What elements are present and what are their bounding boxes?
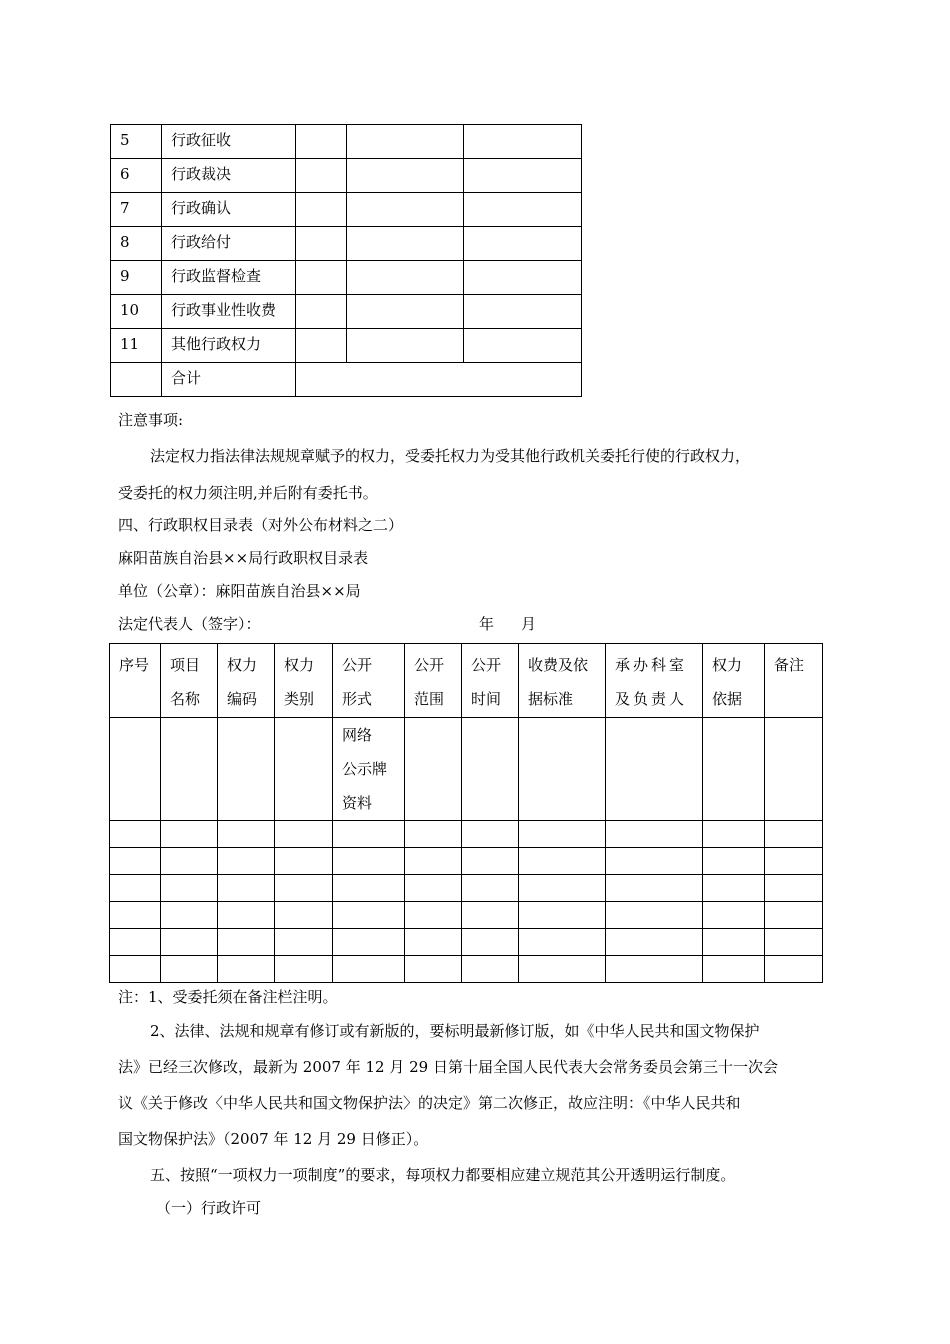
header-public-scope: 公开 范围: [405, 644, 462, 718]
row-number: 6: [111, 159, 162, 193]
header-power-code: 权力 编码: [218, 644, 275, 718]
header-serial: 序号: [110, 644, 161, 718]
power-name: 行政监督检查: [162, 261, 296, 295]
table-row: [110, 902, 823, 929]
table-row: [111, 295, 582, 329]
legal-rep-line: 法定代表人（签字）：: [118, 615, 261, 633]
total-row: [111, 363, 582, 397]
year-label: 年: [479, 615, 495, 633]
row-number: 5: [111, 125, 162, 159]
header-power-basis: 权力 依据: [703, 644, 765, 718]
table-row: [110, 821, 823, 848]
row-number: 11: [111, 329, 162, 363]
header-public-form: 公开 形式: [333, 644, 405, 718]
header-row: [110, 644, 823, 718]
header-public-time: 公开 时间: [462, 644, 519, 718]
unit-line: 单位（公章）：麻阳苗族自治县××局: [118, 582, 361, 600]
table-row: [110, 929, 823, 956]
section-5-text: 五、按照“一项权力一项制度”的要求，每项权力都要相应建立规范其公开透明运行制度。: [150, 1166, 736, 1184]
table-row: [111, 193, 582, 227]
footnote-2-line-1: 2、法律、法规和规章有修订或有新版的，要标明最新修订版，如《中华人民共和国文物保护: [150, 1022, 760, 1040]
table-row: [110, 875, 823, 902]
table-row: [111, 261, 582, 295]
month-label: 月: [521, 615, 537, 633]
table-row: [110, 956, 823, 983]
notes-line-1: 法定权力指法律法规规章赋予的权力，受委托权力为受其他行政机关委托行使的行政权力，: [150, 447, 751, 465]
power-name: 其他行政权力: [162, 329, 296, 363]
header-fee-standard: 收费及依 据标准: [519, 644, 606, 718]
table-row: [110, 848, 823, 875]
table-row: [111, 159, 582, 193]
table-row: [110, 718, 823, 821]
public-form-values: 网络 公示牌 资料: [333, 718, 405, 821]
power-name: 行政确认: [162, 193, 296, 227]
power-name: 行政事业性收费: [162, 295, 296, 329]
power-catalog-table: [109, 643, 823, 983]
row-number: 10: [111, 295, 162, 329]
total-label: 合计: [162, 363, 296, 397]
table-row: [111, 227, 582, 261]
power-name: 行政裁决: [162, 159, 296, 193]
notes-title: 注意事项:: [118, 411, 184, 429]
footnote-2-line-4: 国文物保护法》（2007 年 12 月 29 日修正）。: [118, 1130, 429, 1148]
header-item-name: 项目 名称: [161, 644, 218, 718]
header-dept-responsible: 承办科室 及负责人: [606, 644, 703, 718]
power-count-table: [110, 124, 582, 397]
power-name: 行政征收: [162, 125, 296, 159]
section-4-heading: 四、行政职权目录表（对外公布材料之二）: [118, 516, 404, 534]
table-row: [111, 329, 582, 363]
header-power-type: 权力 类别: [275, 644, 333, 718]
power-name: 行政给付: [162, 227, 296, 261]
section-5-sub: （一）行政许可: [156, 1199, 262, 1217]
table-row: [111, 125, 582, 159]
catalog-table-title: 麻阳苗族自治县××局行政职权目录表: [118, 549, 369, 567]
row-number: 9: [111, 261, 162, 295]
header-remarks: 备注: [765, 644, 823, 718]
row-number: 7: [111, 193, 162, 227]
footnote-1: 注：1、受委托须在备注栏注明。: [118, 988, 338, 1006]
footnote-2-line-3: 议《关于修改〈中华人民共和国文物保护法〉的决定》第二次修正，故应注明：《中华人民共和: [118, 1094, 741, 1112]
notes-line-2: 受委托的权力须注明,并后附有委托书。: [118, 484, 378, 502]
footnote-2-line-2: 法》已经三次修改，最新为 2007 年 12 月 29 日第十届全国人民代表大会常务委员会第三十一次会: [118, 1058, 778, 1076]
row-number: 8: [111, 227, 162, 261]
